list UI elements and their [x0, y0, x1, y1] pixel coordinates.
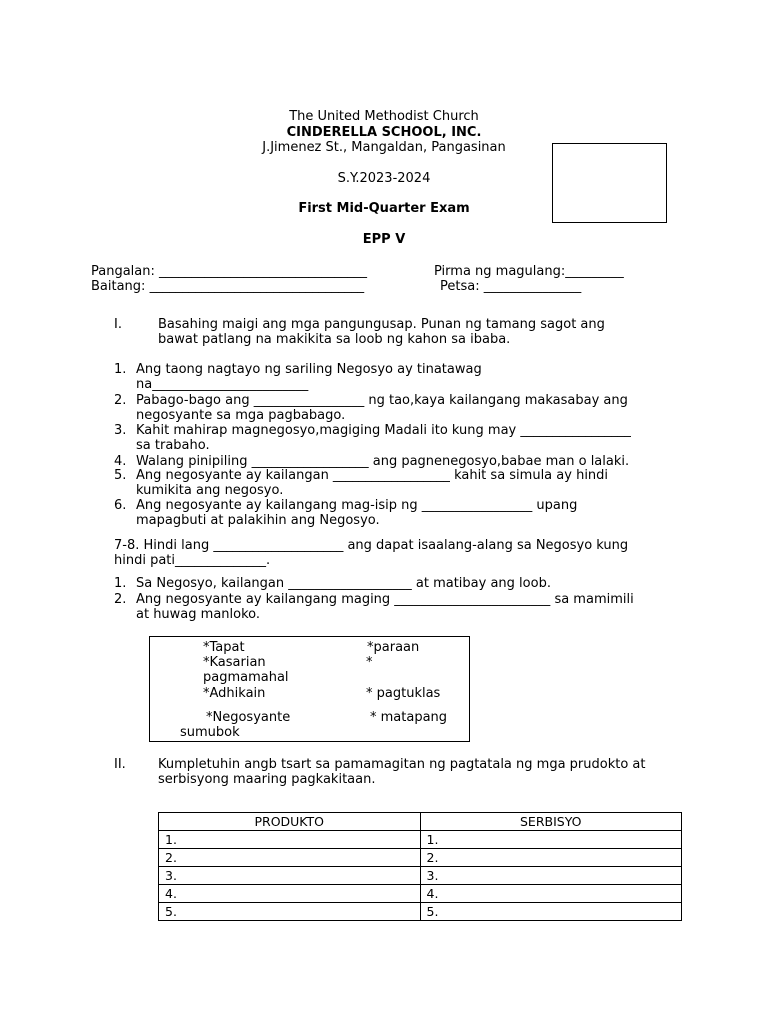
- name-line: Pangalan: ________________________________: [91, 264, 368, 279]
- table-row: [159, 867, 682, 885]
- item-text: Ang taong nagtayo ng sariling Negosyo ay tinatawag: [136, 362, 482, 377]
- item-number: 1.: [114, 362, 127, 377]
- exam-title: First Mid-Quarter Exam: [298, 201, 470, 216]
- word-choice: * matapang: [370, 710, 448, 725]
- table-row: [159, 831, 682, 849]
- item-text: Pabago-bago ang _________________ ng tao,kaya kailangang makasabay ang: [136, 393, 628, 408]
- produkto-cell[interactable]: 2.: [159, 849, 421, 867]
- item-text: Ang negosyante ay kailangang mag-isip ng _________________ upang: [136, 498, 578, 513]
- item-text-cont: na________________________: [136, 377, 309, 392]
- school-year: S.Y.2023-2024: [337, 171, 431, 186]
- part2-numeral: II.: [114, 757, 126, 772]
- serbisyo-cell[interactable]: 2.: [420, 849, 682, 867]
- item-text: Ang negosyante ay kailangang maging ________________________ sa mamimili: [136, 592, 634, 607]
- products-services-table: [158, 812, 682, 921]
- item-number: 1.: [114, 576, 127, 591]
- church-name: The United Methodist Church: [289, 109, 479, 124]
- part2-instruction-line1: Kumpletuhin angb tsart sa pamamagitan ng pagtatala ng mga prudokto at: [158, 757, 646, 772]
- word-choice: *Kasarian: [203, 655, 266, 670]
- item-number: 2.: [114, 393, 127, 408]
- serbisyo-cell[interactable]: 1.: [420, 831, 682, 849]
- parent-signature-line: Pirma ng magulang:_________: [434, 264, 624, 279]
- part1-instruction-line2: bawat patlang na makikita sa loob ng kahon sa ibaba.: [158, 332, 511, 347]
- item-text: Sa Negosyo, kailangan ___________________ at matibay ang loob.: [136, 576, 551, 591]
- serbisyo-cell[interactable]: 5.: [420, 903, 682, 921]
- produkto-cell[interactable]: 1.: [159, 831, 421, 849]
- word-choice: *Tapat: [203, 640, 245, 655]
- item-number: 4.: [114, 454, 127, 469]
- table-row: [159, 849, 682, 867]
- item-number: 3.: [114, 423, 127, 438]
- item-number: 5.: [114, 468, 127, 483]
- item-text-cont: mapagbuti at palakihin ang Negosyo.: [136, 513, 380, 528]
- item-text-cont: kumikita ang negosyo.: [136, 483, 284, 498]
- serbisyo-cell[interactable]: 3.: [420, 867, 682, 885]
- item-number: 2.: [114, 592, 127, 607]
- item-number: 6.: [114, 498, 127, 513]
- item-text-cont: negosyante sa mga pagbabago.: [136, 408, 346, 423]
- word-choice: *Adhikain: [203, 686, 266, 701]
- word-choice: pagmamahal: [203, 670, 289, 685]
- item-text-cont: at huwag manloko.: [136, 607, 261, 622]
- item-7-8-text-cont: hindi pati______________.: [114, 553, 271, 568]
- part1-numeral: I.: [114, 317, 122, 332]
- item-7-8-text: 7-8. Hindi lang ____________________ ang dapat isaalang-alang sa Negosyo kung: [114, 538, 629, 553]
- word-choice: sumubok: [180, 725, 240, 740]
- table-header-row: [159, 813, 682, 831]
- word-choice: *Negosyante: [206, 710, 291, 725]
- table-row: [159, 885, 682, 903]
- subject-title: EPP V: [362, 232, 406, 247]
- produkto-cell[interactable]: 4.: [159, 885, 421, 903]
- column-header-serbisyo: SERBISYO: [420, 813, 682, 831]
- date-line: Petsa: _______________: [440, 279, 582, 294]
- word-choice: *paraan: [367, 640, 420, 655]
- word-choice: *: [366, 655, 373, 670]
- column-header-produkto: PRODUKTO: [159, 813, 421, 831]
- item-text: Kahit mahirap magnegosyo,magiging Madali ito kung may _________________: [136, 423, 631, 438]
- item-text-cont: sa trabaho.: [136, 438, 210, 453]
- serbisyo-cell[interactable]: 4.: [420, 885, 682, 903]
- photo-box: [552, 143, 667, 223]
- table-row: [159, 903, 682, 921]
- word-choice: * pagtuklas: [366, 686, 441, 701]
- part2-instruction-line2: serbisyong maaring pagkakitaan.: [158, 772, 376, 787]
- part1-instruction-line1: Basahing maigi ang mga pangungusap. Punan ng tamang sagot ang: [158, 317, 605, 332]
- school-address: J.Jimenez St., Mangaldan, Pangasinan: [262, 140, 506, 155]
- school-name: CINDERELLA SCHOOL, INC.: [286, 125, 482, 140]
- item-text: Ang negosyante ay kailangan __________________ kahit sa simula ay hindi: [136, 468, 609, 483]
- grade-line: Baitang: _________________________________: [91, 279, 365, 294]
- produkto-cell[interactable]: 5.: [159, 903, 421, 921]
- produkto-cell[interactable]: 3.: [159, 867, 421, 885]
- item-text: Walang pinipiling __________________ ang pagnenegosyo,babae man o lalaki.: [136, 454, 630, 469]
